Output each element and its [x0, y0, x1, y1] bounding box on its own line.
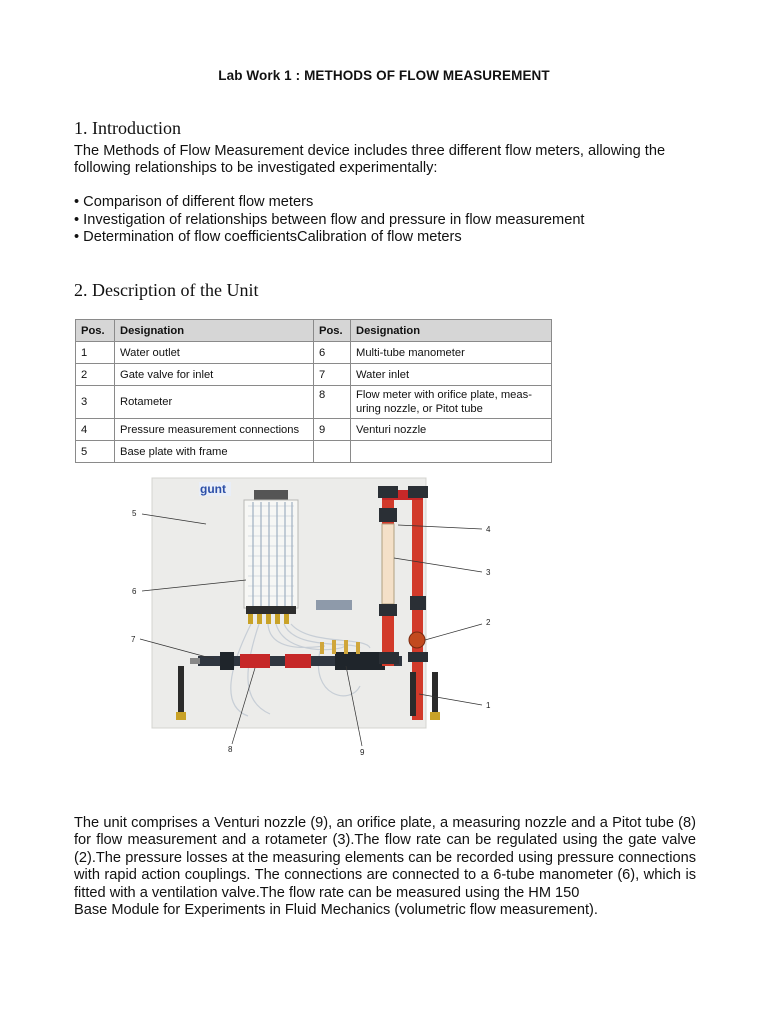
table-cell: 6: [314, 342, 351, 364]
table-row: [76, 386, 552, 419]
table-cell: 8: [314, 386, 351, 419]
table-row: [76, 441, 552, 463]
table-cell: 3: [76, 386, 115, 419]
intro-paragraph: The Methods of Flow Measurement device includes three different flow meters, allowing the following relationships to be investigated experimentally:: [74, 143, 666, 177]
section-2-heading: [74, 280, 258, 301]
table-header: Pos.: [314, 320, 351, 342]
table-cell: 5: [76, 441, 115, 463]
table-cell: 4: [76, 419, 115, 441]
description-paragraph: [74, 815, 696, 919]
bullet-list: [74, 194, 585, 247]
callout-7: 7: [131, 635, 136, 644]
bullet-item: • Investigation of relationships between flow and pressure in flow measurement: [74, 211, 585, 228]
table-cell: Pressure measurement connections: [115, 419, 314, 441]
callout-9: 9: [360, 748, 365, 757]
table-cell: Venturi nozzle: [351, 419, 552, 441]
gunt-logo-text: gunt: [200, 482, 226, 496]
callout-8: 8: [228, 745, 233, 754]
table-header: Designation: [351, 320, 552, 342]
callout-2: 2: [486, 618, 491, 627]
section-2-title: Description of the Unit: [92, 280, 259, 300]
designation-table: [75, 319, 552, 463]
section-1-heading: [74, 118, 181, 139]
table-cell: Water outlet: [115, 342, 314, 364]
section-1-number: 1.: [74, 118, 88, 138]
table-cell: 9: [314, 419, 351, 441]
table-cell: Multi-tube manometer: [351, 342, 552, 364]
table-cell: Rotameter: [115, 386, 314, 419]
table-row: [76, 419, 552, 441]
table-cell: Gate valve for inlet: [115, 364, 314, 386]
bullet-item: • Comparison of different flow meters: [74, 194, 314, 210]
section-1-title: Introduction: [92, 118, 181, 138]
table-cell: [314, 441, 351, 463]
table-header: Designation: [115, 320, 314, 342]
callout-1: 1: [486, 701, 491, 710]
table-cell: Water inlet: [351, 364, 552, 386]
label-plate: [316, 600, 352, 610]
table-row: [76, 364, 552, 386]
gate-valve: [409, 632, 425, 648]
table-header-row: [76, 320, 552, 342]
table-cell: 2: [76, 364, 115, 386]
table-cell: Base plate with frame: [115, 441, 314, 463]
callout-4: 4: [486, 525, 491, 534]
callout-3: 3: [486, 568, 491, 577]
table-cell: 7: [314, 364, 351, 386]
table-header: Pos.: [76, 320, 115, 342]
table-cell: 1: [76, 342, 115, 364]
callout-6: 6: [132, 587, 137, 596]
bullet-item: • Determination of flow coefficientsCalibration of flow meters: [74, 229, 462, 246]
section-2-number: 2.: [74, 280, 88, 300]
document-title: Lab Work 1 : METHODS OF FLOW MEASUREMENT: [218, 68, 550, 83]
table-row: [76, 342, 552, 364]
table-cell: [351, 441, 552, 463]
manometer: [244, 490, 298, 624]
unit-photo: [120, 476, 520, 760]
description-body: The unit comprises a Venturi nozzle (9), an orifice plate, a measuring nozzle and a Pitot tube (8) for flow measurement and a rotameter (3).The flow rate can be regulated using the gate valve (2).The pressure losses at the measuring elements can be recorded using pressure connections with rapid action couplings. The connections are connected to a 6-tube manometer (6), which is fitted with a ventilation valve.The flow rate can be measured using the HM 150: [74, 815, 696, 901]
rotameter: [382, 524, 394, 604]
table-cell: Flow meter with orifice plate, meas-uring nozzle, or Pitot tube: [351, 386, 552, 419]
callout-5: 5: [132, 509, 137, 518]
description-last-line: Base Module for Experiments in Fluid Mechanics (volumetric flow measurement).: [74, 902, 598, 919]
